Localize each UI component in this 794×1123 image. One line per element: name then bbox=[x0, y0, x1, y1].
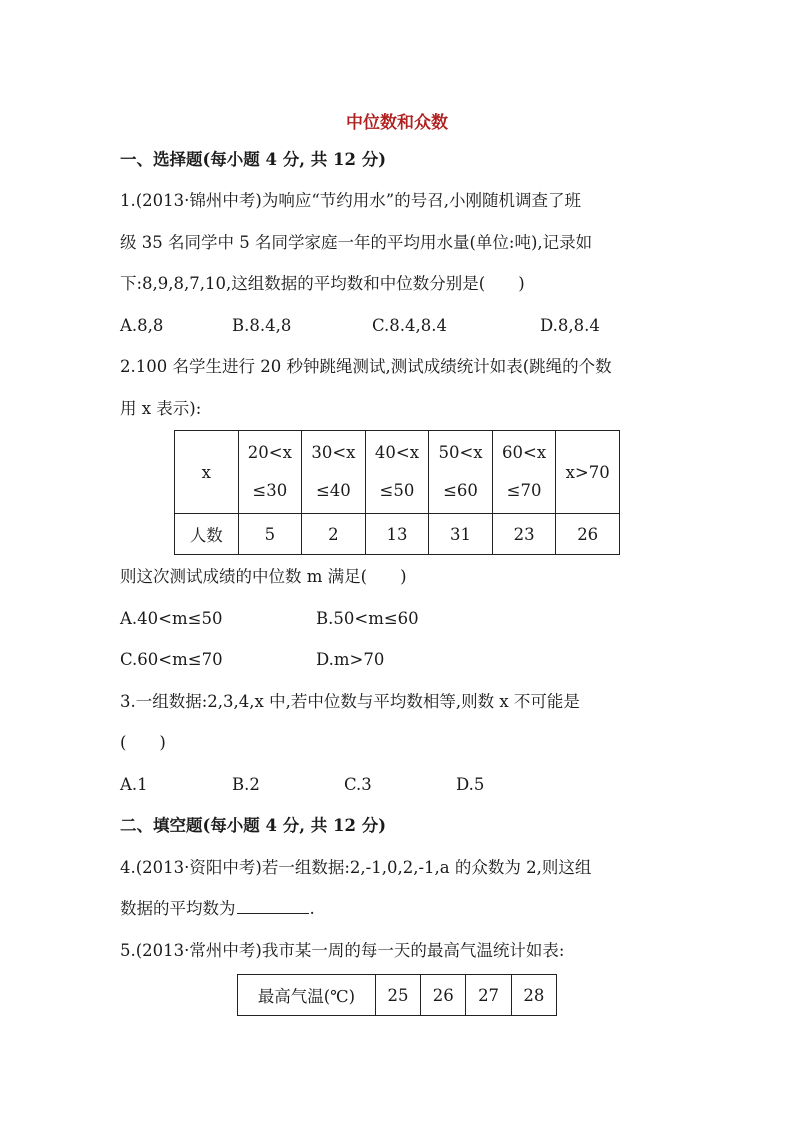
q1-line-2: 级 35 名同学中 5 名同学家庭一年的平均用水量(单位:吨),记录如 bbox=[120, 233, 593, 252]
q1-line-1: 1.(2013·锦州中考)为响应“节约用水”的号召,小刚随机调查了班 bbox=[120, 191, 581, 210]
answer-blank[interactable] bbox=[237, 912, 309, 914]
table-cell-temp: 25 bbox=[375, 975, 420, 1016]
table-cell-range: x>70 bbox=[556, 431, 620, 514]
table-cell-count: 5 bbox=[238, 514, 302, 555]
q1-option-a: A.8,8 bbox=[120, 316, 164, 335]
q3-option-b: B.2 bbox=[232, 775, 260, 794]
table-cell-x-label: x bbox=[175, 431, 239, 514]
section-heading-fill: 二、填空题(每小题 4 分, 共 12 分) bbox=[120, 816, 387, 835]
q1-option-b: B.8.4,8 bbox=[232, 316, 292, 335]
section-heading-choice: 一、选择题(每小题 4 分, 共 12 分) bbox=[120, 150, 387, 169]
q2-option-d: D.m>70 bbox=[316, 650, 385, 669]
q3-option-a: A.1 bbox=[120, 775, 148, 794]
table-cell-count-label: 人数 bbox=[175, 514, 239, 555]
q1-option-d: D.8,8.4 bbox=[540, 316, 600, 335]
page-title: 中位数和众数 bbox=[346, 113, 448, 133]
table-row-ranges bbox=[175, 431, 620, 514]
table-cell-temp: 27 bbox=[466, 975, 511, 1016]
q3-option-d: D.5 bbox=[456, 775, 485, 794]
table-cell-range: 50<x ≤60 bbox=[429, 431, 493, 514]
table-cell-range: 40<x ≤50 bbox=[365, 431, 429, 514]
table-cell-temp: 26 bbox=[421, 975, 466, 1016]
table-cell-temp: 28 bbox=[511, 975, 556, 1016]
q2-option-a: A.40<m≤50 bbox=[120, 609, 223, 628]
table-cell-count: 2 bbox=[302, 514, 366, 555]
q4-line-2 bbox=[120, 901, 315, 918]
table-row bbox=[238, 975, 557, 1016]
table-cell-range: 20<x ≤30 bbox=[238, 431, 302, 514]
jump-rope-table bbox=[174, 430, 620, 555]
table-cell-count: 13 bbox=[365, 514, 429, 555]
q4-line-2-end: . bbox=[309, 899, 315, 918]
q3-option-c: C.3 bbox=[344, 775, 372, 794]
q5-line-1: 5.(2013·常州中考)我市某一周的每一天的最高气温统计如表: bbox=[120, 941, 565, 960]
q2-line-2: 用 x 表示): bbox=[120, 399, 202, 418]
q2-option-c: C.60<m≤70 bbox=[120, 650, 223, 669]
q1-option-c: C.8.4,8.4 bbox=[372, 316, 448, 335]
q4-line-2-text: 数据的平均数为 bbox=[120, 899, 236, 918]
table-cell-range: 60<x ≤70 bbox=[492, 431, 556, 514]
q2-line-1: 2.100 名学生进行 20 秒钟跳绳测试,测试成绩统计如表(跳绳的个数 bbox=[120, 357, 612, 376]
table-cell-temp-label: 最高气温(℃) bbox=[238, 975, 376, 1016]
table-row-counts bbox=[175, 514, 620, 555]
q1-line-3: 下:8,9,8,7,10,这组数据的平均数和中位数分别是( ) bbox=[120, 274, 525, 293]
q3-line-2: ( ) bbox=[120, 733, 166, 752]
q2-question: 则这次测试成绩的中位数 m 满足( ) bbox=[120, 567, 407, 586]
temperature-table bbox=[237, 974, 557, 1016]
table-cell-count: 31 bbox=[429, 514, 493, 555]
q3-line-1: 3.一组数据:2,3,4,x 中,若中位数与平均数相等,则数 x 不可能是 bbox=[120, 692, 580, 711]
table-cell-range: 30<x ≤40 bbox=[302, 431, 366, 514]
table-cell-count: 23 bbox=[492, 514, 556, 555]
table-cell-count: 26 bbox=[556, 514, 620, 555]
q2-option-b: B.50<m≤60 bbox=[316, 609, 419, 628]
q4-line-1: 4.(2013·资阳中考)若一组数据:2,-1,0,2,-1,a 的众数为 2,则这组 bbox=[120, 858, 592, 877]
